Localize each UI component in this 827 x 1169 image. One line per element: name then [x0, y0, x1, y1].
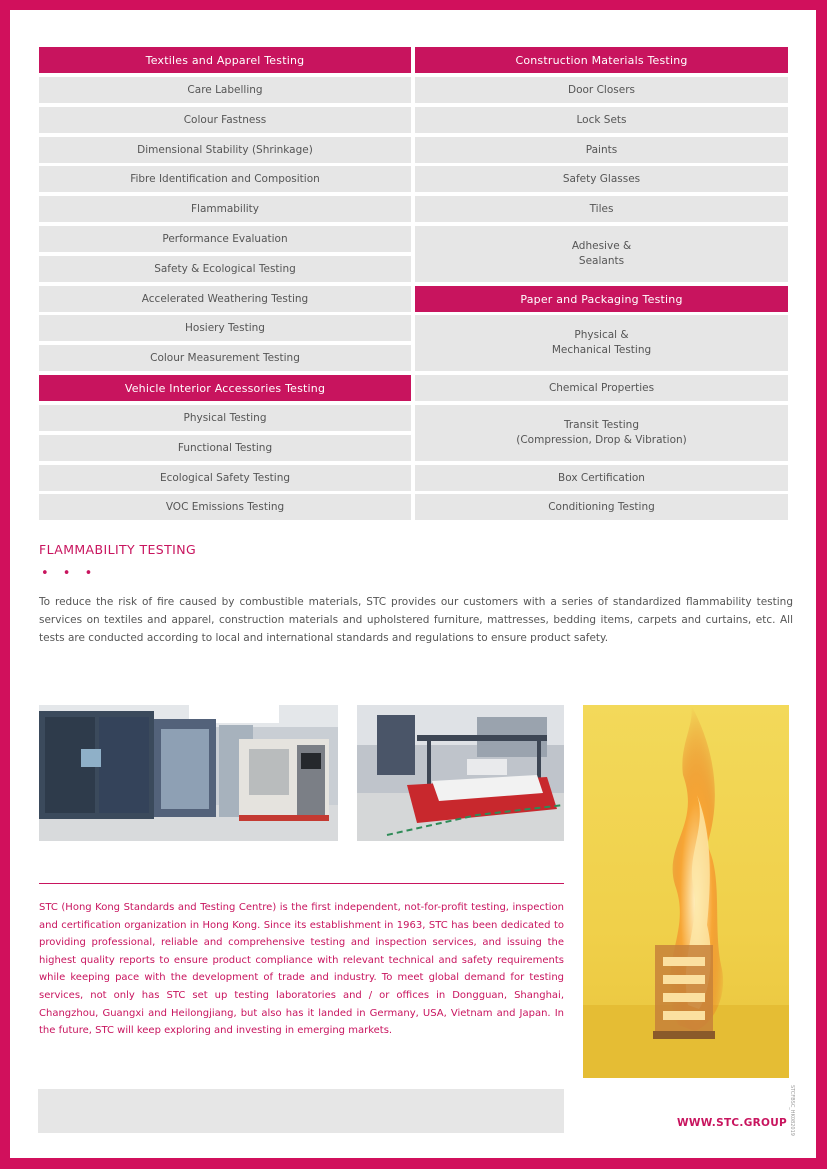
section-title: FLAMMABILITY TESTING	[39, 542, 197, 557]
table-cell: Functional Testing	[39, 435, 411, 461]
section-dots: • • •	[41, 566, 98, 581]
table-cell: Lock Sets	[415, 107, 788, 133]
website-link[interactable]: WWW.STC.GROUP	[677, 1117, 788, 1129]
table-cell: Conditioning Testing	[415, 494, 788, 520]
table-cell: Adhesive & Sealants	[415, 226, 788, 282]
table-cell: Hosiery Testing	[39, 315, 411, 341]
table-cell: Colour Fastness	[39, 107, 411, 133]
flame-test-photo	[583, 705, 789, 1078]
construction-header: Construction Materials Testing	[415, 47, 788, 73]
table-cell: Physical & Mechanical Testing	[415, 315, 788, 371]
mattress-test-photo	[357, 705, 564, 841]
document-code: STCFBSC_HK082019	[789, 1085, 795, 1136]
intro-paragraph: To reduce the risk of fire caused by combustible materials, STC provides our customers with a series of standardized flammability testing services on textiles and apparel, construction materials and upholstered furniture, mattresses, bedding items, carpets and curtains, etc. All tests are conducted according to local and international standards and regulations to ensure product safety.	[39, 596, 793, 644]
table-cell: Safety Glasses	[415, 166, 788, 192]
table-cell: Ecological Safety Testing	[39, 465, 411, 491]
table-cell: Box Certification	[415, 465, 788, 491]
table-cell: Flammability	[39, 196, 411, 222]
divider	[39, 883, 564, 884]
table-cell: Safety & Ecological Testing	[39, 256, 411, 282]
about-paragraph: STC (Hong Kong Standards and Testing Centre) is the first independent, not-for-profit testing, inspection and certification organization in Hong Kong. Since its establishment in 1963, STC has been dedicated to providing professional, reliable and comprehensive testing and inspection services, and issuing the highest quality reports to ensure product compliance with relevant technical and safety requirements while keeping pace with the development of trade and industry. To meet global demand for testing services, not only has STC set up testing laboratories and / or offices in Dongguan, Shanghai, Changzhou, Guangxi and Heilongjiang, but also has it landed in Germany, USA, Vietnam and Japan. In the future, STC will keep exploring and investing in emerging markets.	[39, 902, 564, 1037]
page	[10, 10, 816, 1158]
table-cell: Performance Evaluation	[39, 226, 411, 252]
table-cell: Physical Testing	[39, 405, 411, 431]
lab-chamber-photo	[39, 705, 338, 841]
paper-header: Paper and Packaging Testing	[415, 286, 788, 312]
textiles-header: Textiles and Apparel Testing	[39, 47, 411, 73]
table-cell: Accelerated Weathering Testing	[39, 286, 411, 312]
table-cell: VOC Emissions Testing	[39, 494, 411, 520]
vehicle-header: Vehicle Interior Accessories Testing	[39, 375, 411, 401]
table-cell: Door Closers	[415, 77, 788, 103]
table-cell: Chemical Properties	[415, 375, 788, 401]
table-cell: Dimensional Stability (Shrinkage)	[39, 137, 411, 163]
table-cell: Fibre Identification and Composition	[39, 166, 411, 192]
table-cell: Paints	[415, 137, 788, 163]
table-cell: Tiles	[415, 196, 788, 222]
footer-grey-box	[38, 1089, 564, 1133]
table-cell: Colour Measurement Testing	[39, 345, 411, 371]
table-cell: Transit Testing (Compression, Drop & Vibration)	[415, 405, 788, 461]
table-cell: Care Labelling	[39, 77, 411, 103]
